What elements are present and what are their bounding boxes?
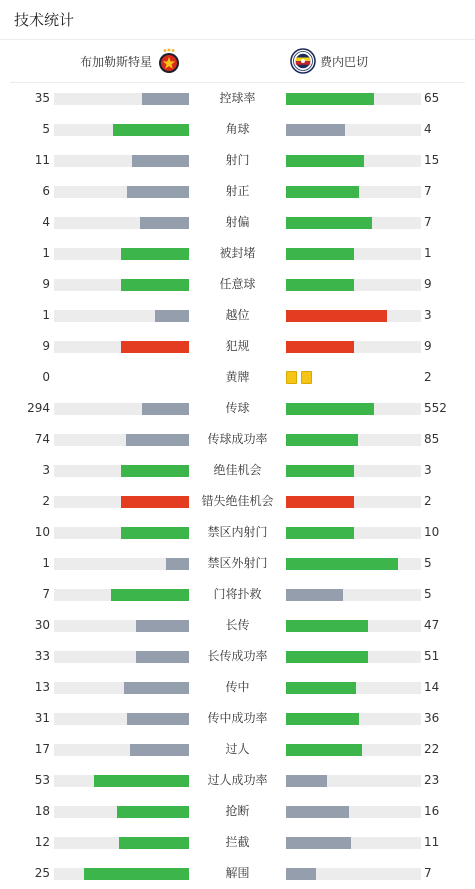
home-stat-value: 13 bbox=[34, 680, 50, 694]
away-stat-bar-fill bbox=[286, 124, 345, 136]
home-stat-value: 30 bbox=[34, 618, 50, 632]
away-stat-value: 11 bbox=[424, 835, 440, 849]
stat-label: 控球率 bbox=[219, 91, 256, 105]
away-stat-bar bbox=[286, 279, 421, 291]
home-stat-value: 33 bbox=[34, 649, 50, 663]
stat-row bbox=[0, 238, 475, 269]
home-stat-bar bbox=[54, 496, 189, 508]
home-stat-bar bbox=[54, 248, 189, 260]
away-stat-bar-fill bbox=[286, 341, 354, 353]
stat-row bbox=[0, 207, 475, 238]
away-stat-bar-fill bbox=[286, 496, 354, 508]
home-stat-bar bbox=[54, 93, 189, 105]
home-stat-value: 6 bbox=[42, 184, 50, 198]
home-stat-bar bbox=[54, 527, 189, 539]
stat-row bbox=[0, 765, 475, 796]
away-stat-bar bbox=[286, 806, 421, 818]
stat-row bbox=[0, 734, 475, 765]
home-stat-bar-fill bbox=[126, 434, 189, 446]
away-stat-bar bbox=[286, 434, 421, 446]
home-stat-bar bbox=[54, 403, 189, 415]
home-stat-bar-fill bbox=[121, 527, 189, 539]
home-stat-bar bbox=[54, 434, 189, 446]
stat-row bbox=[0, 83, 475, 114]
away-stat-bar-fill bbox=[286, 403, 374, 415]
away-stat-value: 552 bbox=[424, 401, 447, 415]
stat-label: 传球 bbox=[225, 401, 250, 415]
home-stat-bar bbox=[54, 868, 189, 880]
stat-label: 错失绝佳机会 bbox=[201, 494, 274, 508]
home-stat-bar bbox=[54, 558, 189, 570]
stat-row bbox=[0, 703, 475, 734]
away-stat-bar-fill bbox=[286, 248, 354, 260]
away-team[interactable] bbox=[290, 40, 368, 82]
fenerbahce-crest-icon bbox=[290, 48, 316, 74]
stat-label: 抢断 bbox=[225, 804, 250, 818]
stat-row bbox=[0, 455, 475, 486]
home-stat-value: 9 bbox=[42, 339, 50, 353]
home-stat-bar-fill bbox=[142, 93, 189, 105]
home-stat-bar-fill bbox=[94, 775, 189, 787]
away-stat-bar-fill bbox=[286, 713, 359, 725]
away-stat-bar-fill bbox=[286, 155, 364, 167]
stat-label: 长传 bbox=[225, 618, 250, 632]
stat-label: 任意球 bbox=[219, 277, 256, 291]
fcsb-crest-icon bbox=[158, 48, 180, 74]
stat-row bbox=[0, 672, 475, 703]
away-stat-value: 5 bbox=[424, 556, 432, 570]
home-team-name: 布加勒斯特星 bbox=[79, 54, 152, 69]
home-stat-bar-fill bbox=[127, 713, 189, 725]
home-stat-bar bbox=[54, 279, 189, 291]
away-stat-bar-fill bbox=[286, 744, 362, 756]
away-stat-bar-fill bbox=[286, 806, 349, 818]
stat-label: 绝佳机会 bbox=[213, 463, 262, 477]
away-stat-bar-fill bbox=[286, 682, 356, 694]
yellow-card-icon bbox=[286, 371, 297, 384]
away-stat-bar bbox=[286, 248, 421, 260]
home-stat-bar-fill bbox=[155, 310, 189, 322]
home-stat-bar-fill bbox=[113, 124, 189, 136]
stat-label: 门将扑救 bbox=[213, 587, 262, 601]
home-stat-value: 74 bbox=[34, 432, 50, 446]
away-stat-bar-fill bbox=[286, 186, 359, 198]
stat-row bbox=[0, 362, 475, 393]
away-stat-value: 4 bbox=[424, 122, 432, 136]
home-stat-bar-fill bbox=[142, 403, 189, 415]
stat-label: 过人成功率 bbox=[207, 773, 268, 787]
home-stat-value: 1 bbox=[42, 308, 50, 322]
stat-label: 黄牌 bbox=[225, 370, 250, 384]
stat-row bbox=[0, 331, 475, 362]
home-stat-value: 18 bbox=[34, 804, 50, 818]
away-stat-bar-fill bbox=[286, 620, 368, 632]
home-stat-value: 4 bbox=[42, 215, 50, 229]
home-stat-bar-fill bbox=[111, 589, 189, 601]
stat-row bbox=[0, 393, 475, 424]
home-stat-value: 35 bbox=[34, 91, 50, 105]
home-stat-bar bbox=[54, 837, 189, 849]
home-stat-value: 5 bbox=[42, 122, 50, 136]
away-stat-value: 3 bbox=[424, 308, 432, 322]
home-stat-bar bbox=[54, 744, 189, 756]
away-stat-bar bbox=[286, 775, 421, 787]
home-stat-bar-fill bbox=[119, 837, 189, 849]
home-stat-value: 294 bbox=[27, 401, 50, 415]
away-stat-bar bbox=[286, 651, 421, 663]
away-stat-bar-fill bbox=[286, 434, 358, 446]
stat-row bbox=[0, 579, 475, 610]
stat-row bbox=[0, 517, 475, 548]
away-stat-bar bbox=[286, 558, 421, 570]
away-stat-value: 14 bbox=[424, 680, 440, 694]
home-stat-bar-fill bbox=[121, 279, 189, 291]
away-stat-bar bbox=[286, 341, 421, 353]
away-stat-bar bbox=[286, 837, 421, 849]
stat-label: 解围 bbox=[225, 866, 250, 880]
away-stat-value: 85 bbox=[424, 432, 440, 446]
home-stat-bar-fill bbox=[117, 806, 189, 818]
home-stat-bar bbox=[54, 310, 189, 322]
home-stat-bar-fill bbox=[84, 868, 189, 880]
stat-label: 传中 bbox=[225, 680, 250, 694]
home-stat-bar-fill bbox=[132, 155, 189, 167]
stat-label: 拦截 bbox=[225, 835, 250, 849]
home-stat-value: 7 bbox=[42, 587, 50, 601]
away-stat-bar-fill bbox=[286, 868, 316, 880]
away-stat-value: 1 bbox=[424, 246, 432, 260]
away-stat-bar-fill bbox=[286, 93, 374, 105]
away-stat-bar bbox=[286, 589, 421, 601]
away-stat-bar bbox=[286, 682, 421, 694]
away-stat-value: 51 bbox=[424, 649, 440, 663]
home-stat-bar-fill bbox=[124, 682, 189, 694]
home-stat-value: 2 bbox=[42, 494, 50, 508]
away-stat-value: 22 bbox=[424, 742, 440, 756]
away-stat-bar-fill bbox=[286, 217, 372, 229]
home-stat-bar bbox=[54, 682, 189, 694]
stat-row bbox=[0, 114, 475, 145]
home-stat-bar-fill bbox=[121, 496, 189, 508]
away-stat-value: 9 bbox=[424, 339, 432, 353]
yellow-card-icon bbox=[301, 371, 312, 384]
stats-header bbox=[0, 0, 475, 40]
home-stat-bar bbox=[54, 465, 189, 477]
away-stat-bar-fill bbox=[286, 465, 354, 477]
stat-row bbox=[0, 424, 475, 455]
home-stat-bar bbox=[54, 155, 189, 167]
stat-row bbox=[0, 300, 475, 331]
home-stat-value: 25 bbox=[34, 866, 50, 880]
home-stat-bar-fill bbox=[127, 186, 189, 198]
home-stat-value: 12 bbox=[34, 835, 50, 849]
home-stat-bar bbox=[54, 124, 189, 136]
home-stat-value: 17 bbox=[34, 742, 50, 756]
stat-row bbox=[0, 641, 475, 672]
home-stat-bar-fill bbox=[121, 465, 189, 477]
stat-row bbox=[0, 486, 475, 517]
away-stat-value: 47 bbox=[424, 618, 440, 632]
away-stat-bar bbox=[286, 155, 421, 167]
home-stat-bar-fill bbox=[136, 651, 189, 663]
stat-row bbox=[0, 796, 475, 827]
home-stat-value: 11 bbox=[34, 153, 50, 167]
away-stat-value: 65 bbox=[424, 91, 440, 105]
away-stat-bar-fill bbox=[286, 651, 368, 663]
away-stat-bar-fill bbox=[286, 558, 398, 570]
home-stat-value: 53 bbox=[34, 773, 50, 787]
home-stat-bar-fill bbox=[136, 620, 189, 632]
stat-row bbox=[0, 548, 475, 579]
stat-label: 射正 bbox=[225, 184, 250, 198]
away-stat-bar-fill bbox=[286, 775, 327, 787]
home-stat-bar-fill bbox=[166, 558, 189, 570]
home-stat-bar bbox=[54, 186, 189, 198]
away-stat-bar bbox=[286, 496, 421, 508]
stat-label: 被封堵 bbox=[219, 246, 256, 260]
away-stat-bar bbox=[286, 124, 421, 136]
away-stat-bar bbox=[286, 93, 421, 105]
away-stat-value: 2 bbox=[424, 494, 432, 508]
home-stat-bar-fill bbox=[140, 217, 189, 229]
away-stat-bar-fill bbox=[286, 279, 354, 291]
stat-row bbox=[0, 858, 475, 889]
home-stat-value: 1 bbox=[42, 246, 50, 260]
away-stat-value: 16 bbox=[424, 804, 440, 818]
stat-row bbox=[0, 176, 475, 207]
home-stat-value: 31 bbox=[34, 711, 50, 725]
away-team-name: 费内巴切 bbox=[320, 54, 369, 69]
team-header bbox=[10, 40, 465, 83]
home-stat-bar bbox=[54, 217, 189, 229]
away-stat-value: 15 bbox=[424, 153, 440, 167]
home-stat-bar-fill bbox=[121, 341, 189, 353]
home-stat-bar bbox=[54, 341, 189, 353]
home-stat-value: 1 bbox=[42, 556, 50, 570]
away-stat-bar-fill bbox=[286, 589, 343, 601]
away-stat-bar bbox=[286, 186, 421, 198]
stat-label: 射偏 bbox=[225, 215, 250, 229]
home-stat-value: 10 bbox=[34, 525, 50, 539]
away-stat-value: 7 bbox=[424, 184, 432, 198]
home-stat-value: 0 bbox=[42, 370, 50, 384]
stat-label: 禁区外射门 bbox=[207, 556, 268, 570]
home-stat-bar bbox=[54, 775, 189, 787]
stat-label: 射门 bbox=[225, 153, 250, 167]
away-stat-value: 7 bbox=[424, 215, 432, 229]
away-stat-value: 3 bbox=[424, 463, 432, 477]
away-stat-bar bbox=[286, 403, 421, 415]
away-stat-bar-fill bbox=[286, 310, 387, 322]
home-team[interactable] bbox=[80, 40, 180, 82]
away-stat-value: 5 bbox=[424, 587, 432, 601]
away-stat-bar bbox=[286, 527, 421, 539]
stat-label: 越位 bbox=[225, 308, 250, 322]
home-stat-value: 9 bbox=[42, 277, 50, 291]
stat-label: 犯规 bbox=[225, 339, 250, 353]
stats-list bbox=[0, 83, 475, 889]
away-stat-value: 2 bbox=[424, 370, 432, 384]
page-title: 技术统计 bbox=[14, 11, 75, 29]
stat-label: 传中成功率 bbox=[207, 711, 268, 725]
away-stat-value: 9 bbox=[424, 277, 432, 291]
home-stat-bar bbox=[54, 713, 189, 725]
stat-label: 角球 bbox=[225, 122, 250, 136]
away-stat-bar-fill bbox=[286, 837, 351, 849]
stat-label: 过人 bbox=[225, 742, 250, 756]
home-stat-bar bbox=[54, 589, 189, 601]
home-stat-bar bbox=[54, 620, 189, 632]
stat-row bbox=[0, 827, 475, 858]
stat-label: 传球成功率 bbox=[207, 432, 268, 446]
stat-label: 长传成功率 bbox=[207, 649, 268, 663]
away-stat-value: 23 bbox=[424, 773, 440, 787]
away-stat-bar bbox=[286, 868, 421, 880]
home-stat-bar-fill bbox=[130, 744, 189, 756]
home-stat-value: 3 bbox=[42, 463, 50, 477]
away-stat-bar-fill bbox=[286, 527, 354, 539]
away-stat-bar bbox=[286, 465, 421, 477]
away-stat-bar bbox=[286, 217, 421, 229]
home-stat-bar-fill bbox=[121, 248, 189, 260]
away-stat-bar bbox=[286, 713, 421, 725]
away-stat-value: 7 bbox=[424, 866, 432, 880]
away-stat-bar bbox=[286, 744, 421, 756]
away-stat-value: 10 bbox=[424, 525, 440, 539]
home-stat-bar bbox=[54, 806, 189, 818]
away-stat-value: 36 bbox=[424, 711, 440, 725]
away-yellow-cards bbox=[286, 371, 312, 384]
stat-row bbox=[0, 145, 475, 176]
stat-row bbox=[0, 610, 475, 641]
stat-label: 禁区内射门 bbox=[207, 525, 268, 539]
home-stat-bar bbox=[54, 651, 189, 663]
away-stat-bar bbox=[286, 310, 421, 322]
away-stat-bar bbox=[286, 620, 421, 632]
stat-row bbox=[0, 269, 475, 300]
